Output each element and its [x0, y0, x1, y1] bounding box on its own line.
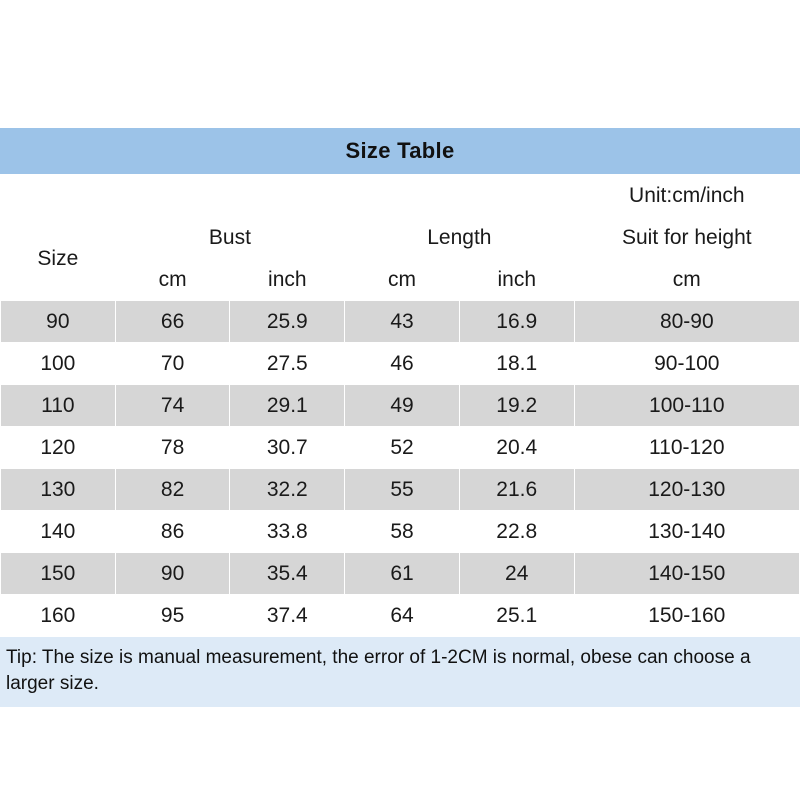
header-bust-inch: inch [230, 259, 345, 301]
size-table-head [1, 175, 800, 301]
header-length-cm: cm [345, 259, 460, 301]
cell-length-inch: 25.1 [459, 595, 574, 637]
header-height-cm: cm [574, 259, 799, 301]
table-row [1, 595, 800, 637]
cell-size: 120 [1, 427, 116, 469]
unit-row-blank-5 [459, 175, 574, 217]
cell-bust-inch: 30.7 [230, 427, 345, 469]
cell-length-inch: 16.9 [459, 301, 574, 343]
size-table-tip: Tip: The size is manual measurement, the error of 1-2CM is normal, obese can choose a larger size. [0, 637, 800, 707]
cell-bust-inch: 37.4 [230, 595, 345, 637]
cell-bust-cm: 90 [115, 553, 230, 595]
cell-bust-inch: 27.5 [230, 343, 345, 385]
cell-bust-cm: 78 [115, 427, 230, 469]
table-row [1, 301, 800, 343]
header-group-row [1, 217, 800, 259]
cell-size: 130 [1, 469, 116, 511]
size-table-container [0, 128, 800, 707]
cell-bust-inch: 32.2 [230, 469, 345, 511]
cell-height: 130-140 [574, 511, 799, 553]
header-suit-for-height: Suit for height [574, 217, 799, 259]
unit-row-blank-3 [230, 175, 345, 217]
unit-row-blank-2 [115, 175, 230, 217]
cell-length-cm: 64 [345, 595, 460, 637]
cell-length-inch: 20.4 [459, 427, 574, 469]
table-row [1, 427, 800, 469]
cell-length-cm: 58 [345, 511, 460, 553]
cell-bust-cm: 74 [115, 385, 230, 427]
cell-height: 110-120 [574, 427, 799, 469]
cell-length-cm: 49 [345, 385, 460, 427]
header-length-inch: inch [459, 259, 574, 301]
cell-bust-cm: 95 [115, 595, 230, 637]
table-row [1, 511, 800, 553]
cell-bust-inch: 33.8 [230, 511, 345, 553]
cell-size: 100 [1, 343, 116, 385]
size-table-body [1, 301, 800, 637]
cell-height: 80-90 [574, 301, 799, 343]
header-length: Length [345, 217, 574, 259]
header-size: Size [1, 217, 116, 301]
cell-size: 160 [1, 595, 116, 637]
size-table [0, 174, 800, 637]
cell-length-cm: 55 [345, 469, 460, 511]
cell-height: 100-110 [574, 385, 799, 427]
unit-row-blank-4 [345, 175, 460, 217]
cell-length-inch: 21.6 [459, 469, 574, 511]
cell-length-cm: 61 [345, 553, 460, 595]
cell-bust-cm: 66 [115, 301, 230, 343]
header-bust: Bust [115, 217, 344, 259]
cell-bust-cm: 70 [115, 343, 230, 385]
cell-length-inch: 22.8 [459, 511, 574, 553]
table-row [1, 469, 800, 511]
size-table-title: Size Table [0, 128, 800, 174]
table-row [1, 343, 800, 385]
cell-height: 150-160 [574, 595, 799, 637]
unit-row-blank-1 [1, 175, 116, 217]
cell-height: 140-150 [574, 553, 799, 595]
cell-bust-inch: 25.9 [230, 301, 345, 343]
cell-length-cm: 52 [345, 427, 460, 469]
table-row [1, 385, 800, 427]
cell-length-cm: 46 [345, 343, 460, 385]
cell-size: 110 [1, 385, 116, 427]
cell-height: 90-100 [574, 343, 799, 385]
cell-bust-inch: 35.4 [230, 553, 345, 595]
cell-size: 150 [1, 553, 116, 595]
unit-note: Unit:cm/inch [574, 175, 799, 217]
unit-note-row [1, 175, 800, 217]
cell-length-inch: 19.2 [459, 385, 574, 427]
cell-length-cm: 43 [345, 301, 460, 343]
cell-bust-cm: 86 [115, 511, 230, 553]
cell-length-inch: 18.1 [459, 343, 574, 385]
table-row [1, 553, 800, 595]
cell-size: 90 [1, 301, 116, 343]
header-bust-cm: cm [115, 259, 230, 301]
cell-bust-cm: 82 [115, 469, 230, 511]
cell-height: 120-130 [574, 469, 799, 511]
cell-size: 140 [1, 511, 116, 553]
cell-bust-inch: 29.1 [230, 385, 345, 427]
header-unit-row [1, 259, 800, 301]
cell-length-inch: 24 [459, 553, 574, 595]
